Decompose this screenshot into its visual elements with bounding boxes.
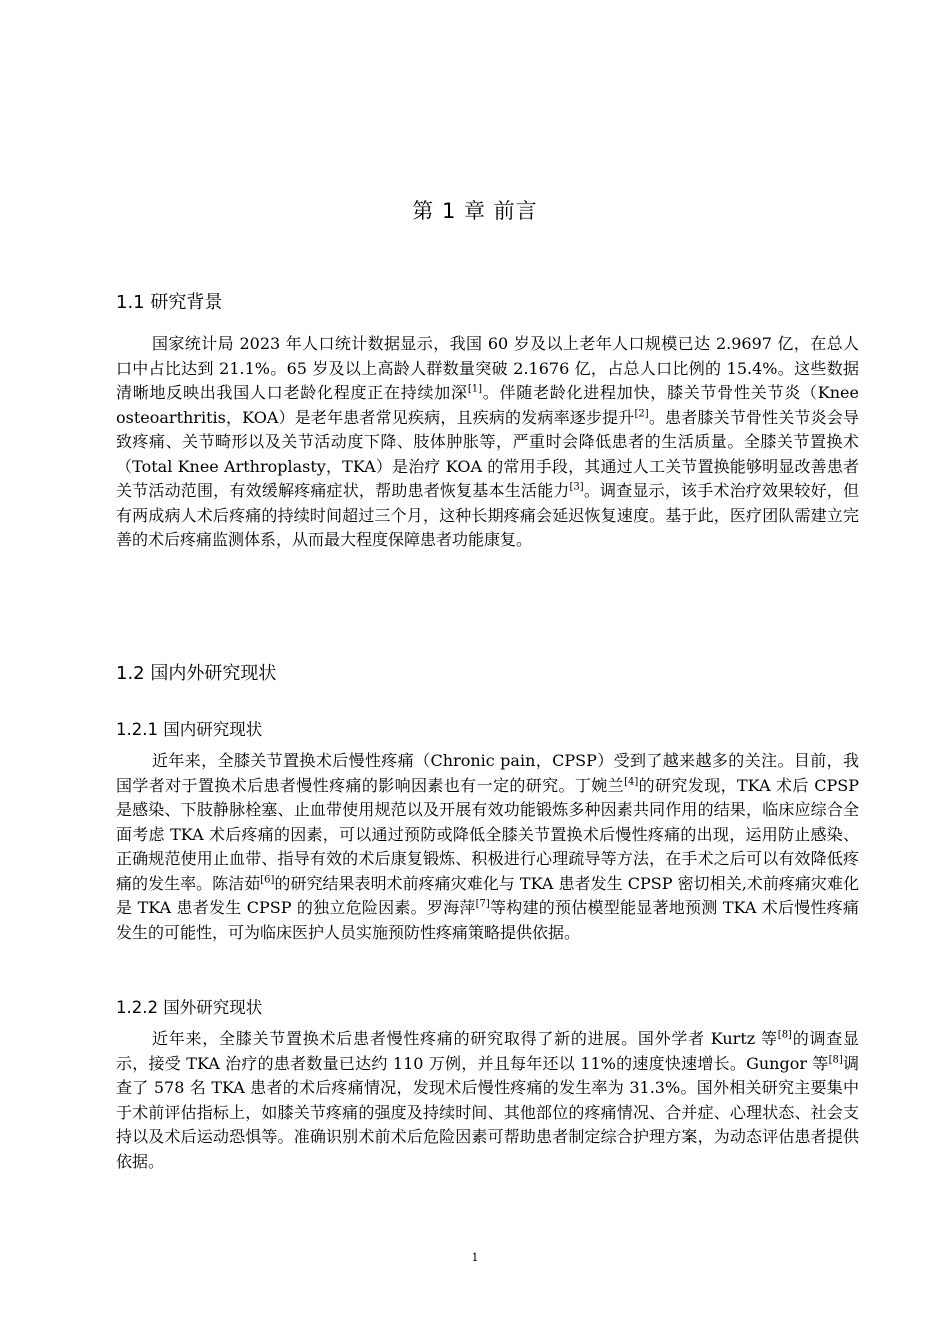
citation-ref: [8] (777, 1029, 792, 1041)
citation-ref: [1] (467, 383, 482, 395)
text-run: 。患者膝关节骨性关节炎会导致疼痛、关节畸形以及关节活动度下降、肢体肿胀等，严重时会降低患者的生活质量。全膝关节置换术（Total Knee Arthroplasty，TKA）是治疗 KOA 的常用手段，其通过人工关节置换能够明显改善患者关节活动范围，有效缓解疼痛症状，帮助患者恢复基本生活能力 (116, 407, 859, 500)
text-run: 国家统计局 2023 年人口统计数据显示，我国 60 岁及以上老年人口规模已达 2.9697 亿，在总人口中占比达到 21.1%。65 岁及以上高龄人群数量突破 2.1676 亿，占总人口比例的 15.4%。这些数据清晰地反映出我国人口老龄化程度正在持续加深 (116, 334, 859, 402)
paragraph-research-background (116, 332, 859, 553)
text-run: 近年来，全膝关节置换术后患者慢性疼痛的研究取得了新的进展。国外学者 Kurtz 等 (152, 1029, 778, 1048)
section-heading-1-2: 1.2 国内外研究现状 (116, 663, 277, 684)
text-run: 近年来，全膝关节置换术后慢性疼痛（Chronic pain，CPSP）受到了越来越多的关注。目前，我国学者对于置换术后患者慢性疼痛的影响因素也有一定的研究。丁婉兰 (116, 751, 859, 795)
paragraph-domestic-research (116, 749, 859, 945)
citation-ref: [6] (260, 874, 275, 886)
text-run: 的研究结果表明术前疼痛灾难化与 TKA 患者发生 CPSP 密切相关,术前疼痛灾难化是 TKA 患者发生 CPSP 的独立危险因素。罗海萍 (116, 873, 859, 917)
citation-ref: [7] (475, 898, 490, 910)
text-run: 等构建的预估模型能显著地预测 TKA 术后慢性疼痛发生的可能性，可为临床医护人员实施预防性疼痛策略提供依据。 (116, 898, 859, 942)
citation-ref: [4] (624, 776, 639, 788)
text-run: 。伴随老龄化进程加快，膝关节骨性关节炎（Knee osteoarthritis，KOA）是老年患者常见疾病，且疾病的发病率逐步提升 (116, 383, 859, 427)
citation-ref: [8] (828, 1054, 843, 1066)
paragraph-foreign-research (116, 1027, 859, 1174)
page-number: 1 (471, 1251, 479, 1264)
citation-ref: [2] (634, 408, 649, 420)
section-heading-1-2-2: 1.2.2 国外研究现状 (116, 998, 263, 1017)
section-heading-1-2-1: 1.2.1 国内研究现状 (116, 720, 263, 739)
text-run: 调查了 578 名 TKA 患者的术后疼痛情况，发现术后慢性疼痛的发生率为 31.3%。国外相关研究主要集中于术前评估指标上，如膝关节疼痛的强度及持续时间、其他部位的疼痛情况、合并症、心理状态、社会支持以及术后运动恐惧等。准确识别术前术后危险因素可帮助患者制定综合护理方案，为动态评估患者提供依据。 (116, 1053, 859, 1171)
citation-ref: [3] (569, 481, 584, 493)
section-heading-1-1: 1.1 研究背景 (116, 292, 223, 313)
text-run: 的研究发现，TKA 术后 CPSP 是感染、下肢静脉栓塞、止血带使用规范以及开展有效功能锻炼多种因素共同作用的结果，临床应综合全面考虑 TKA 术后疼痛的因素，可以通过预防或降低全膝关节置换术后慢性疼痛的出现，运用防止感染、正确规范使用止血带、指导有效的术后康复锻炼、积极进行心理疏导等方法，在手术之后可以有效降低疼痛的发生率。陈洁茹 (116, 775, 859, 893)
text-run: 。调查显示，该手术治疗效果较好，但有两成病人术后疼痛的持续时间超过三个月，这种长期疼痛会延迟恢复速度。基于此，医疗团队需建立完善的术后疼痛监测体系，从而最大程度保障患者功能康复。 (116, 481, 859, 549)
text-run: 的调查显示，接受 TKA 治疗的患者数量已达约 110 万例，并且每年还以 11%的速度快速增长。Gungor 等 (116, 1029, 859, 1073)
chapter-title: 第 1 章 前言 (412, 199, 538, 223)
